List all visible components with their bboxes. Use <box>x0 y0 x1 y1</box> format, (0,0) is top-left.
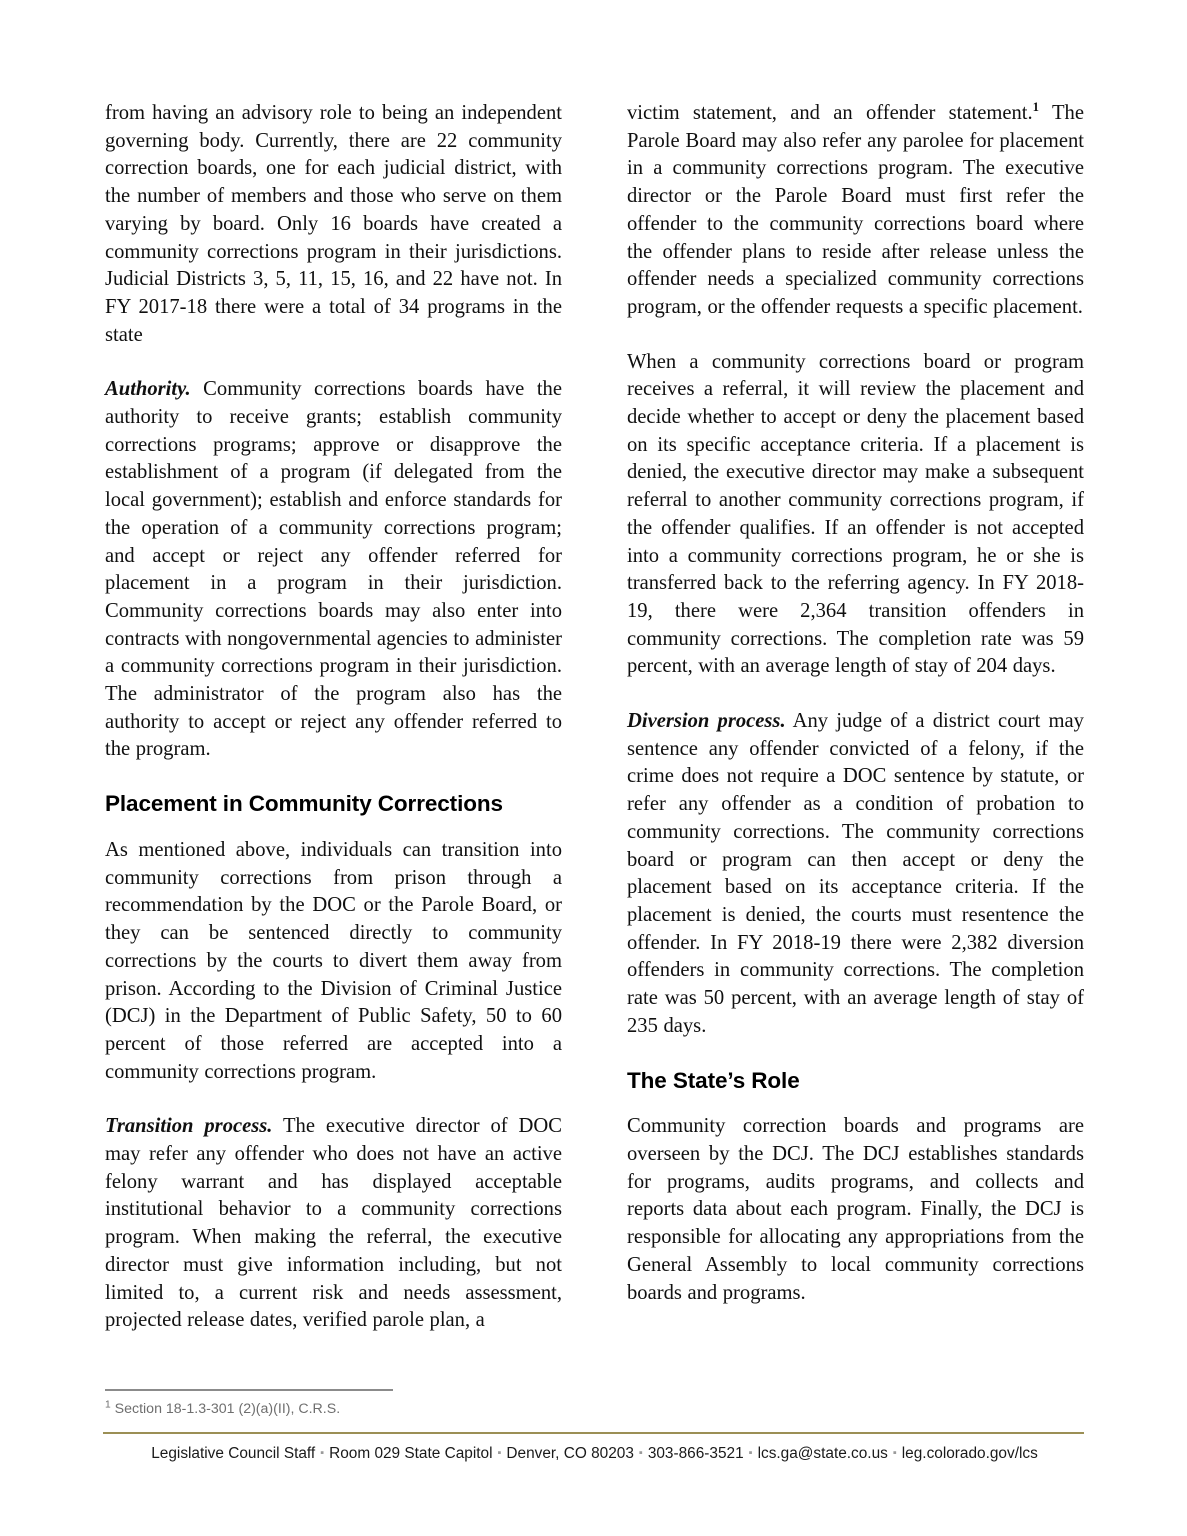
paragraph-victim-statement-text-before: victim statement, and an offender statement. <box>627 102 1033 124</box>
paragraph-diversion-process <box>627 708 1084 1040</box>
paragraph-placement-intro: As mentioned above, individuals can transition into community corrections from prison through a recommendation by the DOC or the Parole Board, or they can be sentenced directly to community corrections by the courts to divert them away from prison. According to the Division of Criminal Justice (DCJ) in the Department of Public Safety, 50 to 60 percent of those referred are accepted into a community corrections program. <box>105 839 562 1083</box>
paragraph-transition-process <box>105 1113 562 1335</box>
heading-the-states-role: The State’s Role <box>627 1067 800 1093</box>
paragraph-diversion-process-text: Any judge of a district court may sentence any offender convicted of a felony, if the crime does not require a DOC sentence by statute, or refer any offender as a condition of probation to community corrections. The community corrections board or program can then accept or deny the placement based on its acceptance criteria. If the placement is denied, the courts must resentence the offender. In FY 2018-19 there were 2,382 diversion offenders in community corrections. The completion rate was 50 percent, with an average length of stay of 235 days. <box>627 710 1084 1037</box>
footnote-marker-1[interactable]: 1 <box>1032 100 1040 115</box>
right-column <box>627 100 1084 1307</box>
footer-accent-rule <box>103 1432 1084 1434</box>
runin-transition-process: Transition process. <box>105 1115 273 1138</box>
footer-item-room: Room 029 State Capitol <box>329 1445 493 1462</box>
footer-item-email[interactable]: lcs.ga@state.co.us <box>757 1445 888 1462</box>
footer-separator-icon: ▪ <box>892 1447 897 1459</box>
two-column-body <box>105 100 1084 1335</box>
footnote-entry <box>105 1400 1084 1418</box>
footer-item-phone[interactable]: 303-866-3521 <box>647 1445 744 1462</box>
footnote-separator-rule <box>105 1389 393 1391</box>
footer-separator-icon: ▪ <box>497 1447 502 1459</box>
footnote-entry-text: Section 18-1.3-301 (2)(a)(II), C.R.S. <box>114 1401 341 1417</box>
paragraph-board-review: When a community corrections board or program receives a referral, it will review the placement and decide whether to accept or deny the placement based on its specific acceptance criteria. If a placement is denied, the executive director may make a subsequent referral to another community corrections program, if the offender qualifies. If an offender is not accepted into a community corrections program, he or she is transferred back to the referring agency. In FY 2018-19, there were 2,364 transition offenders in community corrections. The completion rate was 59 percent, with an average length of stay of 204 days. <box>627 350 1084 678</box>
left-column <box>105 100 562 1335</box>
runin-authority: Authority. <box>105 378 191 401</box>
paragraph-authority-text: Community corrections boards have the authority to receive grants; establish community corrections programs; approve or disapprove the establishment of a program (if delegated from the local government); establish and enforce standards for the operation of a community corrections program; and accept or reject any offender referred for placement in a program in their jurisdiction. Community corrections boards may also enter into contracts with nongovernmental agencies to administer a community corrections program in their jurisdiction. The administrator of the program also has the authority to accept or reject any offender referred to the program. <box>105 378 562 761</box>
heading-placement-in-community-corrections: Placement in Community Corrections <box>105 791 503 817</box>
paragraph-continued-boards: from having an advisory role to being an independent governing body. Currently, there are 22 community correction boards, one for each judicial district, with the number of members and those who serve on them varying by board. Only 16 boards have created a community corrections program in their jurisdictions. Judicial Districts 3, 5, 11, 15, 16, and 22 have not. In FY 2017-18 there were a total of 34 programs in the state <box>105 102 562 346</box>
page-footer <box>105 1444 1084 1465</box>
footer-item-city-state-zip: Denver, CO 80203 <box>506 1445 634 1462</box>
paragraph-state-role: Community correction boards and programs are overseen by the DCJ. The DCJ establishes standards for programs, audits programs, and collects and reports data about each program. Finally, the DCJ is responsible for allocating any appropriations from the General Assembly to local community corrections boards and programs. <box>627 1115 1084 1304</box>
paragraph-authority <box>105 376 562 764</box>
footer-item-agency: Legislative Council Staff <box>151 1445 316 1462</box>
runin-diversion-process: Diversion process. <box>627 710 786 733</box>
footnote-entry-marker: 1 <box>105 1399 111 1411</box>
paragraph-victim-statement <box>627 100 1084 322</box>
footer-separator-icon: ▪ <box>748 1447 753 1459</box>
footnote-zone <box>105 1389 1084 1418</box>
footer-separator-icon: ▪ <box>638 1447 643 1459</box>
paragraph-transition-process-text: The executive director of DOC may refer any offender who does not have an active felony warrant and has displayed acceptable institutional behavior to a community corrections program. When making the referral, the executive director must give information including, but not limited to, a current risk and needs assessment, projected release dates, verified parole plan, a <box>105 1115 563 1332</box>
paragraph-victim-statement-text-after: The Parole Board may also refer any parolee for placement in a community corrections program. The executive director or the Parole Board must first refer the offender to the community corrections board where the offender plans to reside after release unless the offender needs a specialized community corrections program, or the offender requests a specific placement. <box>627 102 1084 318</box>
footer-separator-icon: ▪ <box>320 1447 325 1459</box>
footer-item-website[interactable]: leg.colorado.gov/lcs <box>901 1445 1038 1462</box>
